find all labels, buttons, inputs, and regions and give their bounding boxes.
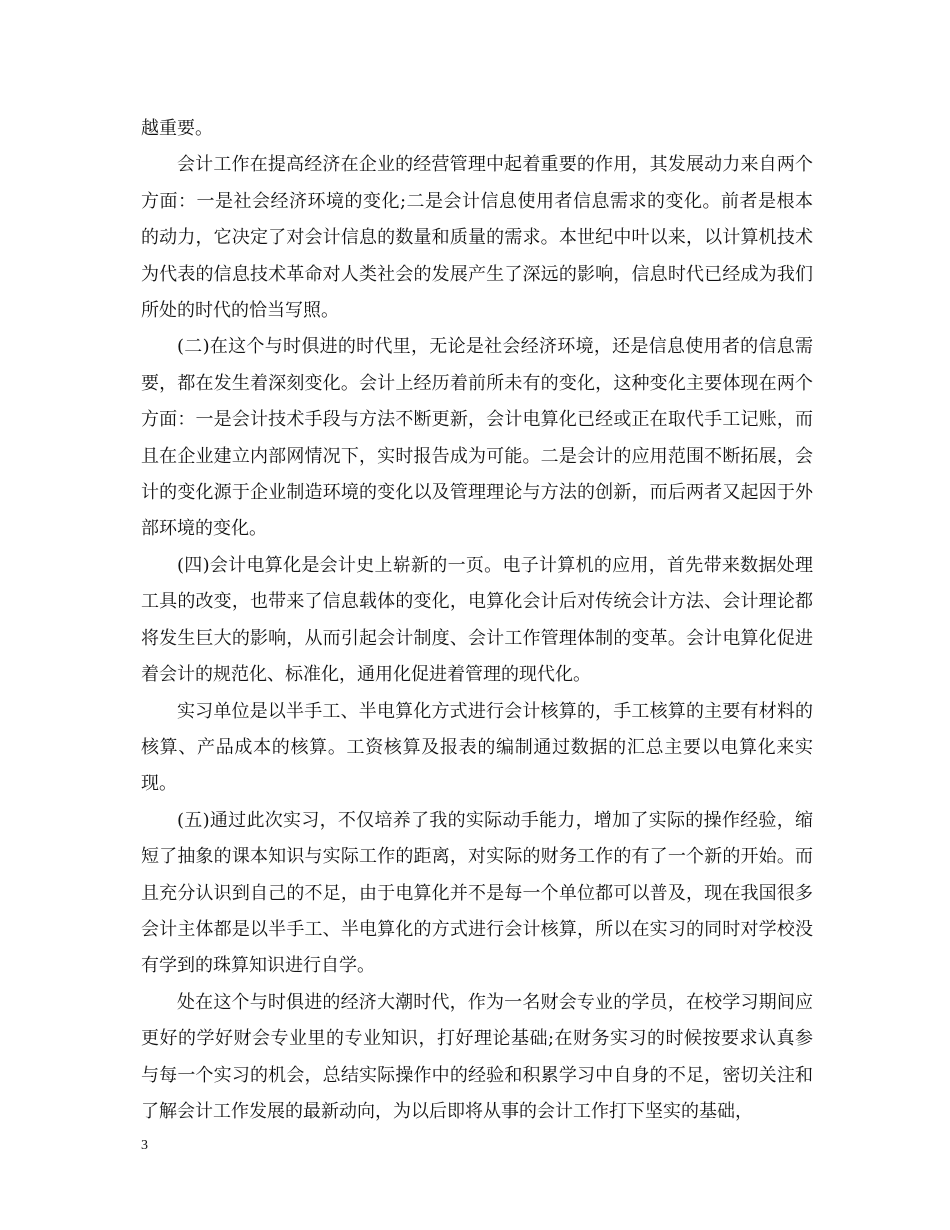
paragraph-section-five: (五)通过此次实习，不仅培养了我的实际动手能力，增加了实际的操作经验，缩短了抽象的课本知识与实际工作的距离，对实际的财务工作的有了一个新的开始。而且充分认识到自己的不足，由于电算化并不是每一个单位都可以普及，现在我国很多会计主体都是以半手工、半电算化的方式进行会计核算，所以在实习的同时对学校没有学到的珠算知识进行自学。	[141, 809, 813, 977]
paragraph-internship-unit: 实习单位是以半手工、半电算化方式进行会计核算的，手工核算的主要有材料的核算、产品成本的核算。工资核算及报表的编制通过数据的汇总主要以电算化来实现。	[141, 700, 813, 795]
paragraph-accounting-role: 会计工作在提高经济在企业的经营管理中起着重要的作用，其发展动力来自两个方面：一是社会经济环境的变化;二是会计信息使用者信息需求的变化。前者是根本的动力，它决定了对会计信息的数量和质量的需求。本世纪中叶以来，以计算机技术为代表的信息技术革命对人类社会的发展产生了深远的影响，信息时代已经成为我们所处的时代的恰当写照。	[141, 154, 813, 322]
page-number: 3	[141, 1138, 148, 1153]
document-body	[141, 111, 813, 1130]
paragraph-section-two: (二)在这个与时俱进的时代里，无论是社会经济环境，还是信息使用者的信息需要，都在发生着深刻变化。会计上经历着前所未有的变化，这种变化主要体现在两个方面：一是会计技术手段与方法不断更新，会计电算化已经或正在取代手工记账，而且在企业建立内部网情况下，实时报告成为可能。二是会计的应用范围不断拓展，会计的变化源于企业制造环境的变化以及管理理论与方法的创新，而后两者又起因于外部环境的变化。	[141, 336, 813, 540]
paragraph-conclusion: 处在这个与时俱进的经济大潮时代，作为一名财会专业的学员，在校学习期间应更好的学好财会专业里的专业知识，打好理论基础;在财务实习的时候按要求认真参与每一个实习的机会，总结实际操作中的经验和积累学习中自身的不足，密切关注和了解会计工作发展的最新动向，为以后即将从事的会计工作打下坚实的基础，	[141, 991, 813, 1122]
paragraph-section-four: (四)会计电算化是会计史上崭新的一页。电子计算机的应用，首先带来数据处理工具的改变，也带来了信息载体的变化，电算化会计后对传统会计方法、会计理论都将发生巨大的影响，从而引起会计制度、会计工作管理体制的变革。会计电算化促进着会计的规范化、标准化，通用化促进着管理的现代化。	[141, 554, 813, 686]
paragraph-continuation: 越重要。	[141, 118, 213, 139]
